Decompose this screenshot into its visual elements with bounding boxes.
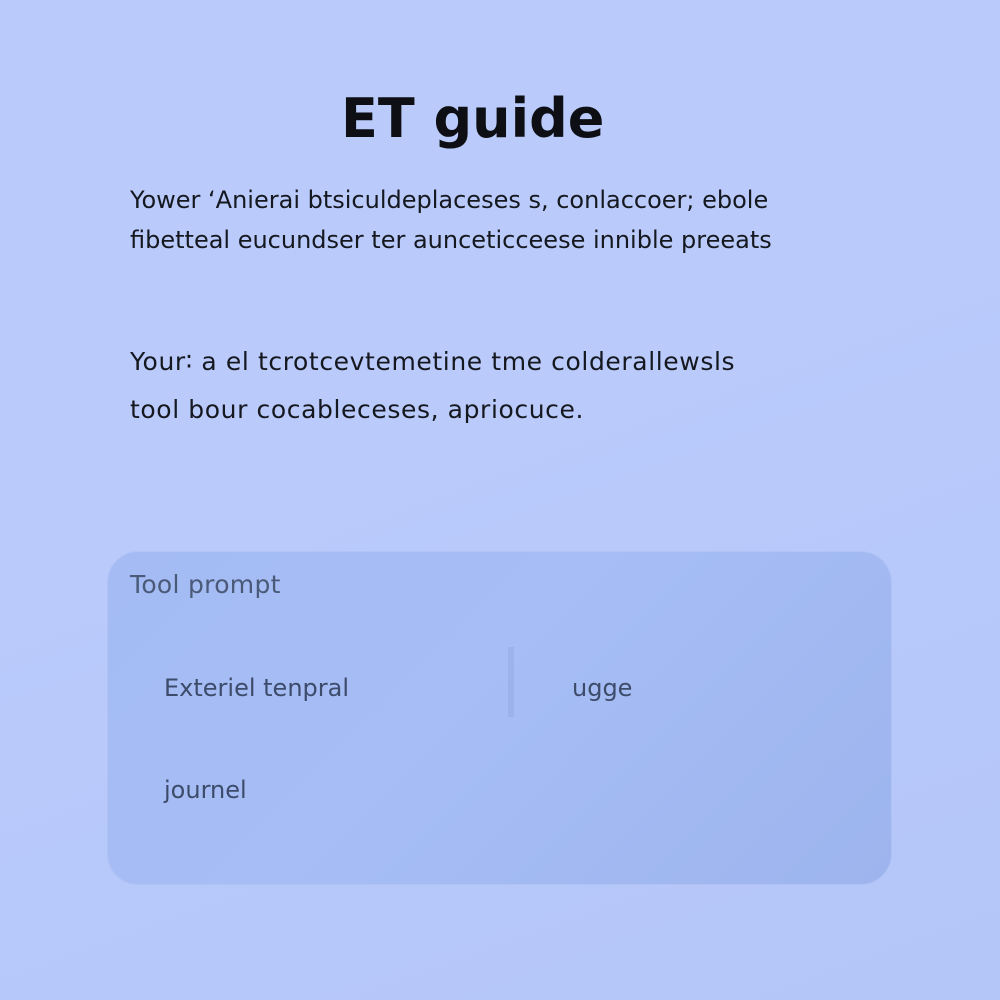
page-title: ET guide xyxy=(341,87,605,150)
option-exteriel-tenpral[interactable]: Exteriel tenpral xyxy=(164,674,350,702)
intro-line: Yower ‘Anierai btsiculdeplaceses s, conlaccoer; ebole xyxy=(130,186,769,214)
tool-prompt-card xyxy=(108,552,891,884)
option-ugge[interactable]: ugge xyxy=(572,674,633,702)
body-line: Your∶ a el tcrotcevtemetine tme colderallewsls xyxy=(130,347,736,376)
intro-paragraph xyxy=(130,180,890,260)
intro-line: fibetteal eucundser ter aunceticceese innible preeats xyxy=(130,226,772,254)
body-paragraph xyxy=(130,338,890,434)
divider xyxy=(508,647,514,717)
card-label: Tool prompt xyxy=(130,570,281,599)
body-line: tool bour cocableceses, apriocuce. xyxy=(130,395,585,424)
option-journel[interactable]: journel xyxy=(164,776,247,804)
